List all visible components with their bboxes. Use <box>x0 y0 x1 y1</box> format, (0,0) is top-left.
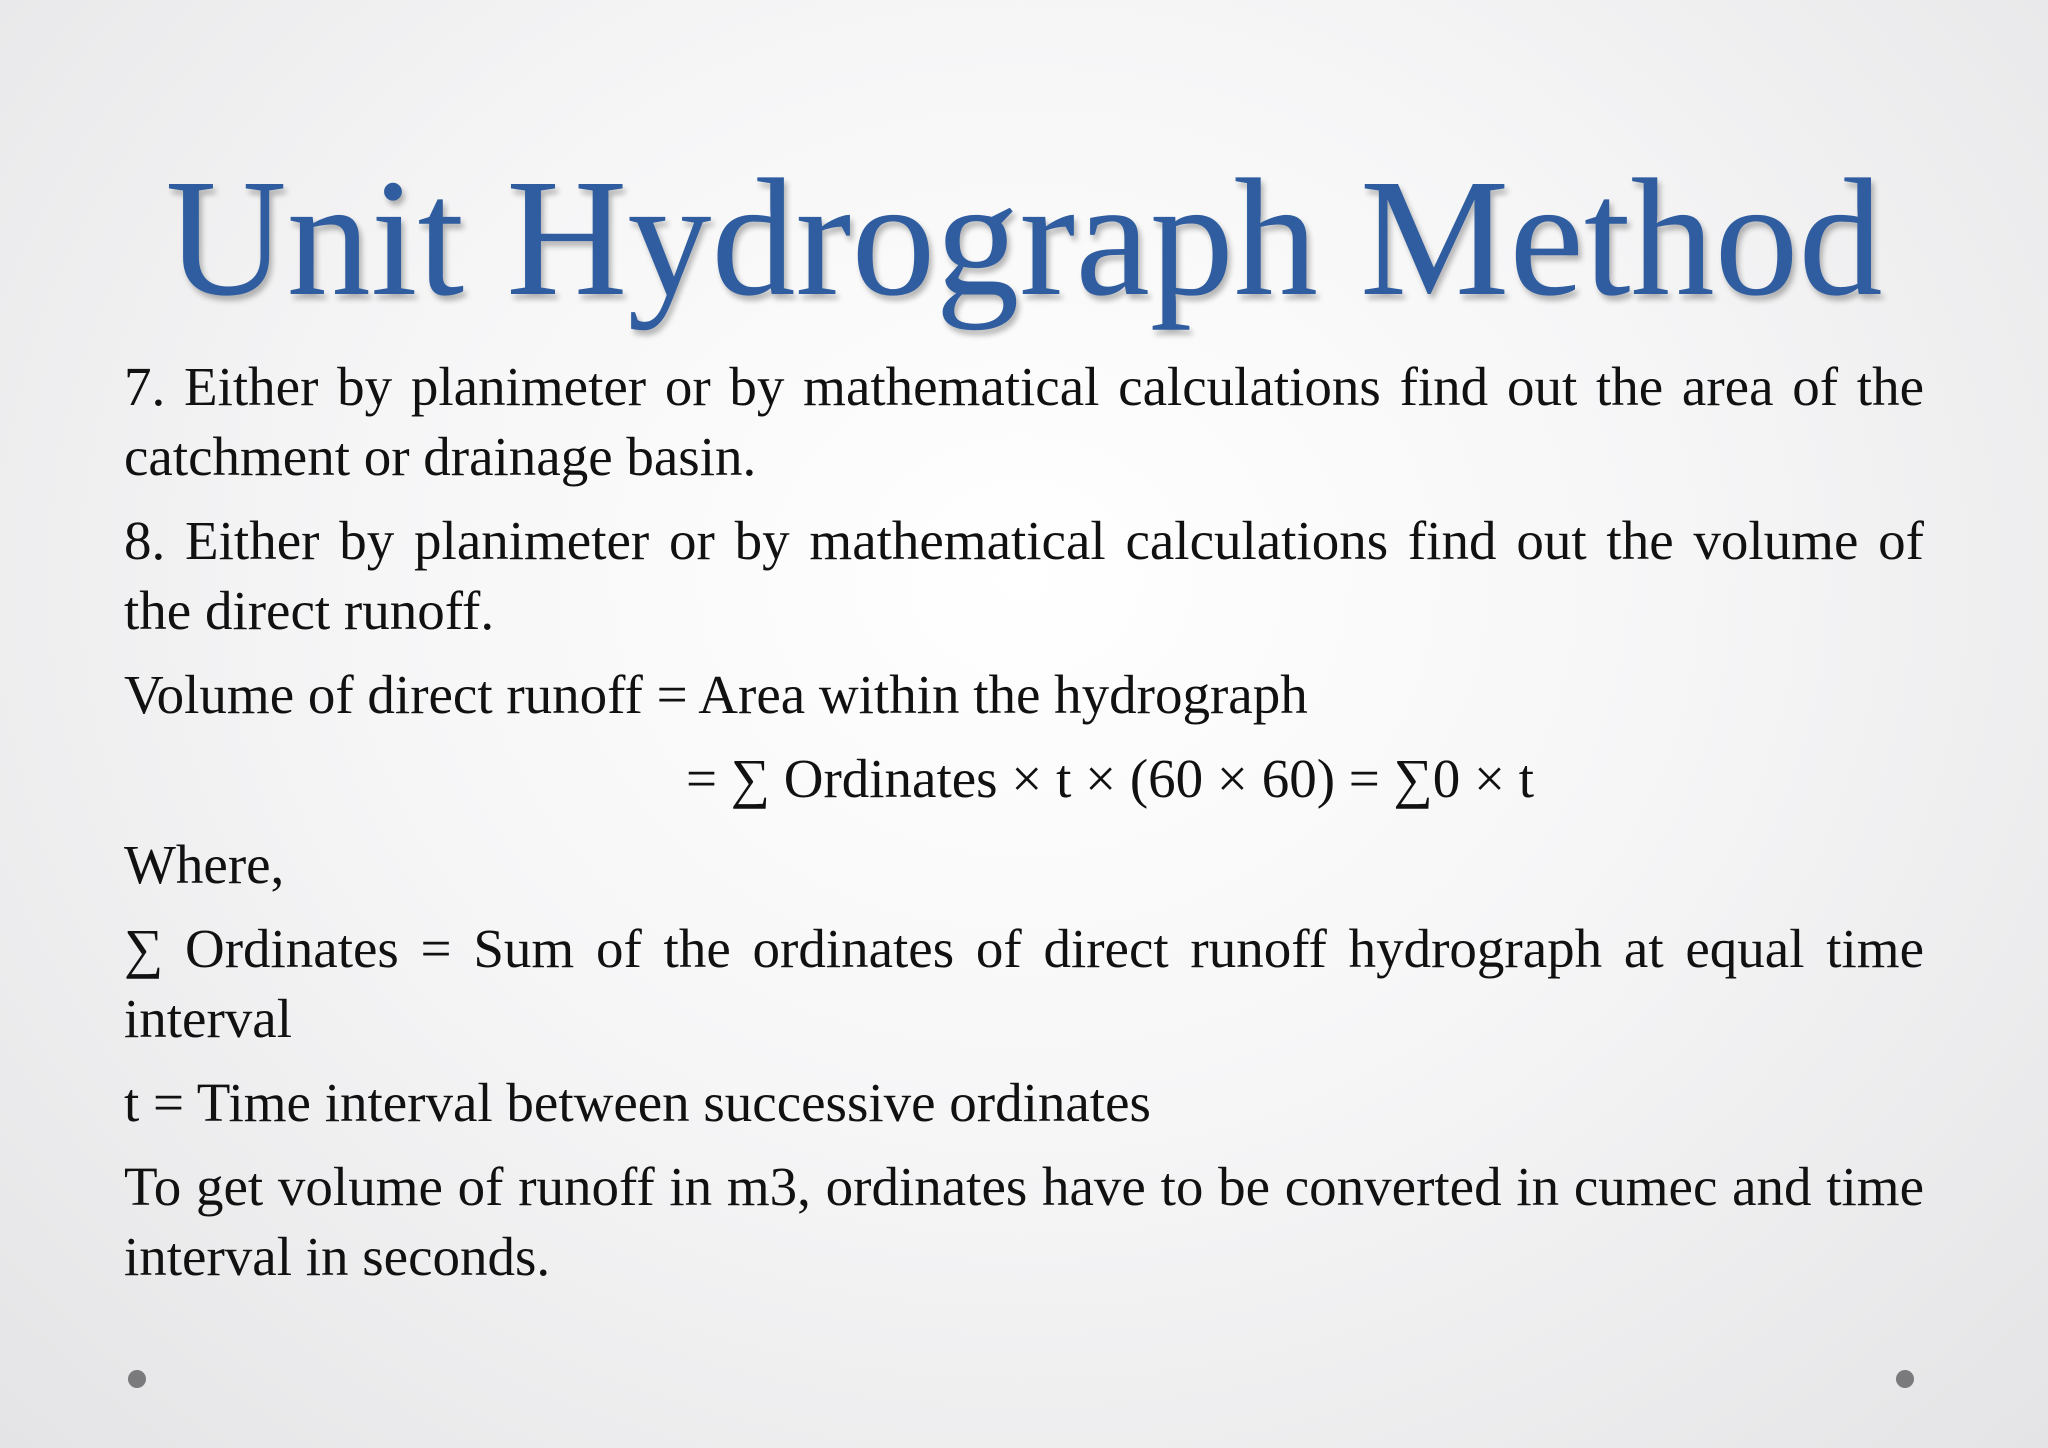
step-7-text: 7. Either by planimeter or by mathematical calculations find out the area of the catchment or drainage basin. <box>124 356 1924 487</box>
definition-time-interval: t = Time interval between successive ordinates <box>124 1072 1151 1133</box>
decorative-dot-left <box>128 1370 146 1388</box>
equation-line-2: = ∑ Ordinates × t × (60 × 60) = ∑0 × t <box>686 748 1535 809</box>
step-8-text: 8. Either by planimeter or by mathematical calculations find out the volume of the direct runoff. <box>124 510 1924 641</box>
decorative-dot-right <box>1896 1370 1914 1388</box>
definition-ordinates: ∑ Ordinates = Sum of the ordinates of direct runoff hydrograph at equal time interval <box>124 918 1924 1049</box>
equation-line-1: Volume of direct runoff = Area within the hydrograph <box>124 664 1308 725</box>
slide-title: Unit Hydrograph Method <box>165 145 1883 331</box>
conversion-note: To get volume of runoff in m3, ordinates have to be converted in cumec and time interval in seconds. <box>124 1156 1924 1287</box>
slide-body <box>124 352 1924 1306</box>
where-label: Where, <box>124 834 285 895</box>
